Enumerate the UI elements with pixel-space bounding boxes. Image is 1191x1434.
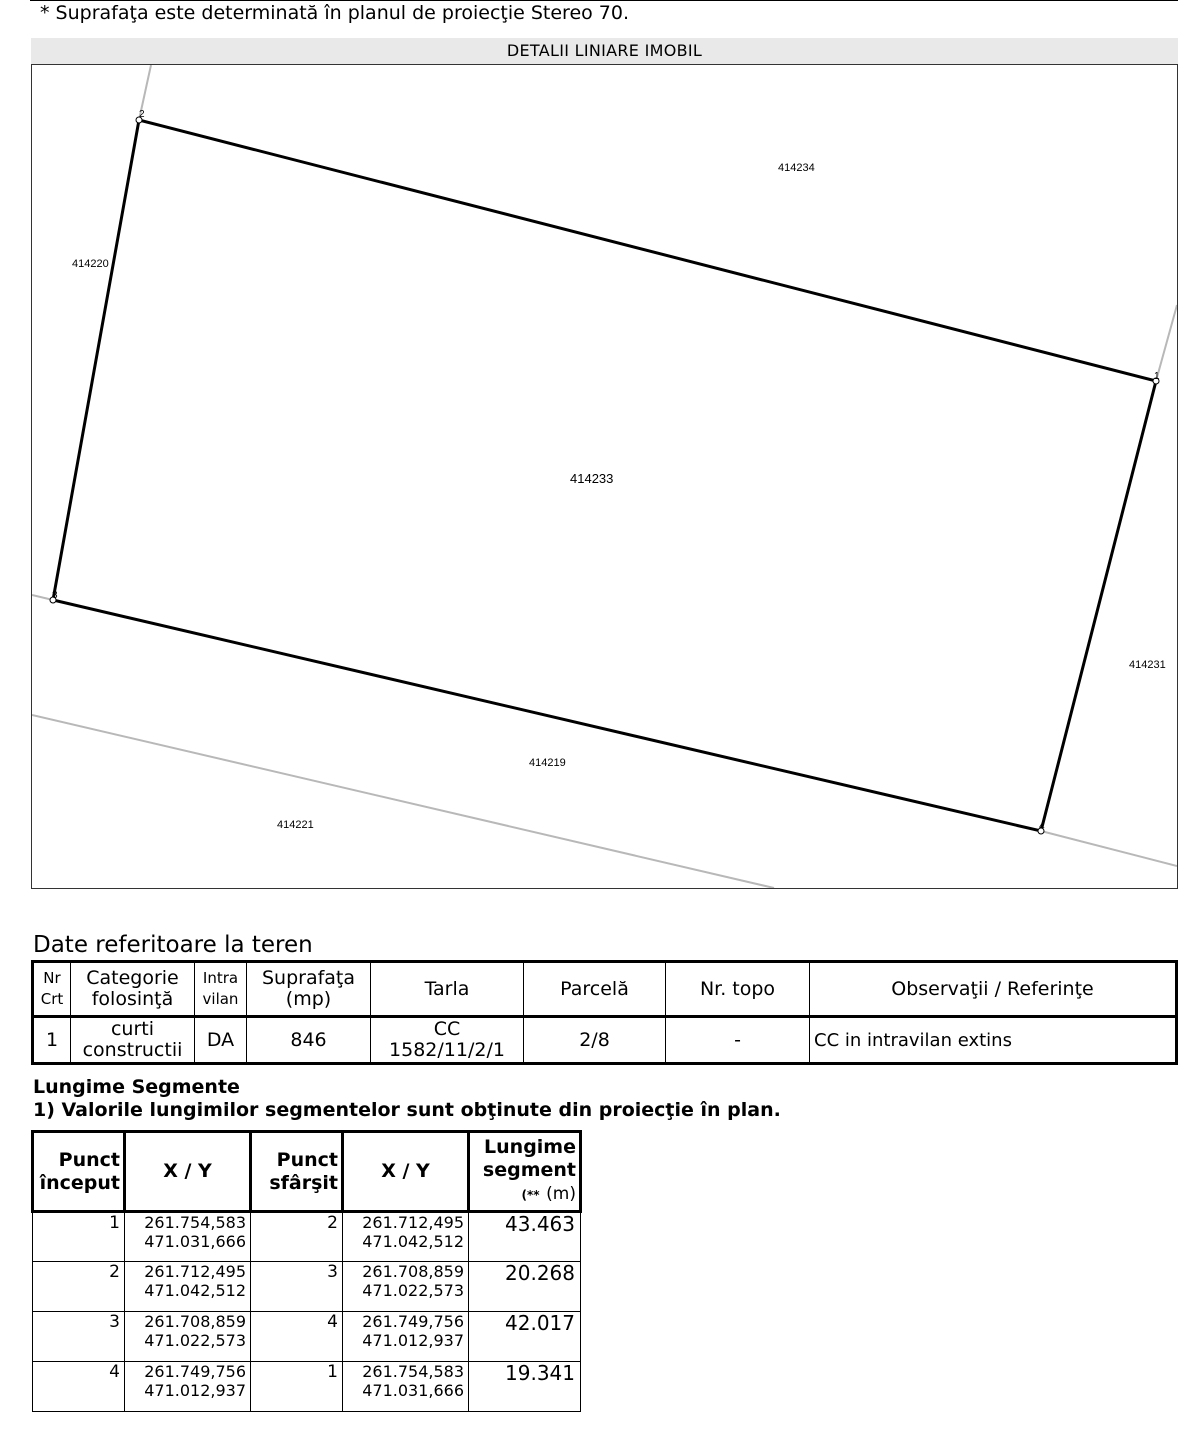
parcel-number-east: 414231 bbox=[1129, 659, 1166, 671]
teren-table bbox=[31, 960, 1178, 1065]
table-row bbox=[33, 1262, 581, 1312]
parcel-number-north: 414234 bbox=[778, 162, 815, 174]
plan-header: DETALII LINIARE IMOBIL bbox=[31, 38, 1178, 64]
segmente-table bbox=[31, 1130, 582, 1412]
top-rule bbox=[30, 0, 1178, 1]
parcel-number-west: 414220 bbox=[72, 258, 109, 270]
vertex-label: 3 bbox=[52, 590, 58, 601]
table-header-row bbox=[33, 1132, 581, 1212]
cell-xy-start: 261.712,495 471.042,512 bbox=[125, 1262, 251, 1312]
cell-nr-topo: - bbox=[666, 1017, 810, 1064]
header-xy-end: X / Y bbox=[343, 1132, 469, 1212]
cell-start: 3 bbox=[33, 1312, 125, 1362]
header-parcela: Parcelă bbox=[524, 962, 666, 1017]
cell-end: 1 bbox=[251, 1362, 343, 1412]
header-intravilan: Intra vilan bbox=[195, 962, 247, 1017]
cell-intravilan: DA bbox=[195, 1017, 247, 1064]
vertex-label: 4 bbox=[1039, 821, 1045, 832]
cell-parcela: 2/8 bbox=[524, 1017, 666, 1064]
cell-observatii: CC in intravilan extins bbox=[810, 1017, 1177, 1064]
cell-start: 4 bbox=[33, 1362, 125, 1412]
projection-note: * Suprafaţa este determinată în planul de proiecţie Stereo 70. bbox=[40, 2, 630, 24]
vertex-label: 2 bbox=[139, 109, 145, 120]
segmente-subtitle: 1) Valorile lungimilor segmentelor sunt obţinute din proiecţie în plan. bbox=[33, 1099, 781, 1121]
neighbor-boundary bbox=[32, 715, 774, 888]
cell-length: 42.017 bbox=[469, 1312, 581, 1362]
parcel-number-southwest: 414221 bbox=[277, 819, 314, 831]
cell-length: 20.268 bbox=[469, 1262, 581, 1312]
vertex-label: 1 bbox=[1154, 371, 1160, 382]
header-punct-sfarsit: Punct sfârşit bbox=[251, 1132, 343, 1212]
cell-xy-start: 261.708,859 471.022,573 bbox=[125, 1312, 251, 1362]
cell-xy-end: 261.749,756 471.012,937 bbox=[343, 1312, 469, 1362]
parcel-number-south: 414219 bbox=[529, 757, 566, 769]
cell-xy-end: 261.754,583 471.031,666 bbox=[343, 1362, 469, 1412]
cadastral-plan bbox=[31, 64, 1178, 889]
cell-start: 1 bbox=[33, 1212, 125, 1262]
table-row bbox=[33, 1017, 1177, 1064]
cell-nr: 1 bbox=[33, 1017, 71, 1064]
header-tarla: Tarla bbox=[371, 962, 524, 1017]
segmente-title: Lungime Segmente bbox=[33, 1076, 240, 1098]
cell-length: 43.463 bbox=[469, 1212, 581, 1262]
table-row bbox=[33, 1312, 581, 1362]
cell-start: 2 bbox=[33, 1262, 125, 1312]
parcel-number-main: 414233 bbox=[570, 471, 614, 486]
cell-categorie: curti constructii bbox=[71, 1017, 195, 1064]
cell-end: 2 bbox=[251, 1212, 343, 1262]
header-categorie: Categorie folosinţă bbox=[71, 962, 195, 1017]
table-row bbox=[33, 1212, 581, 1262]
cell-end: 3 bbox=[251, 1262, 343, 1312]
header-observatii: Observaţii / Referinţe bbox=[810, 962, 1177, 1017]
table-row bbox=[33, 1362, 581, 1412]
neighbor-boundary bbox=[1156, 305, 1177, 381]
header-xy-start: X / Y bbox=[125, 1132, 251, 1212]
cell-tarla: CC 1582/11/2/1 bbox=[371, 1017, 524, 1064]
header-punct-inceput: Punct început bbox=[33, 1132, 125, 1212]
cell-xy-start: 261.754,583 471.031,666 bbox=[125, 1212, 251, 1262]
cell-xy-end: 261.708,859 471.022,573 bbox=[343, 1262, 469, 1312]
neighbor-boundary bbox=[1041, 831, 1177, 866]
cell-xy-start: 261.749,756 471.012,937 bbox=[125, 1362, 251, 1412]
cell-suprafata: 846 bbox=[247, 1017, 371, 1064]
header-lungime: Lungime segment (** (m) bbox=[469, 1132, 581, 1212]
header-nr-topo: Nr. topo bbox=[666, 962, 810, 1017]
header-suprafata: Suprafaţa (mp) bbox=[247, 962, 371, 1017]
cell-xy-end: 261.712,495 471.042,512 bbox=[343, 1212, 469, 1262]
table-header-row bbox=[33, 962, 1177, 1017]
header-nr: Nr Crt bbox=[33, 962, 71, 1017]
cell-length: 19.341 bbox=[469, 1362, 581, 1412]
teren-title: Date referitoare la teren bbox=[33, 932, 313, 958]
cell-end: 4 bbox=[251, 1312, 343, 1362]
